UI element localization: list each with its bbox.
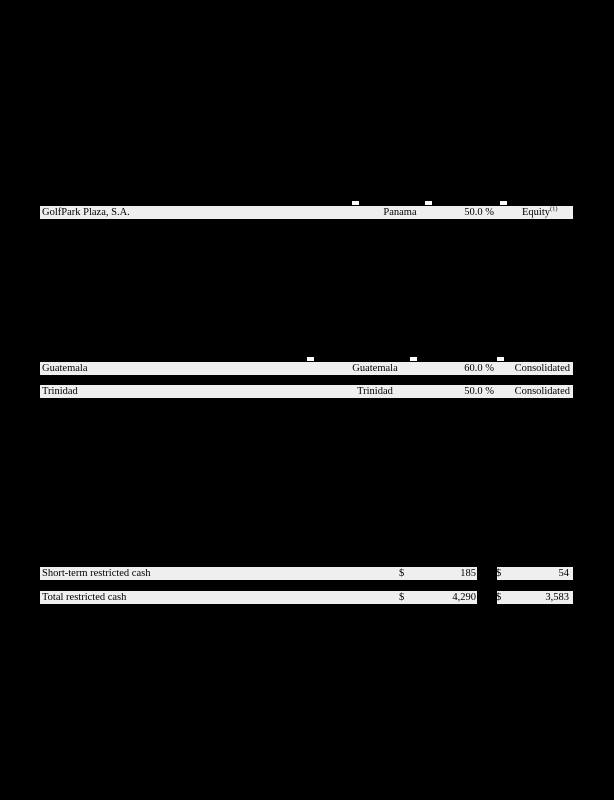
currency-symbol: $ [399,568,405,579]
method-cell [522,206,558,219]
current-year-value: 185 [460,568,476,579]
prior-year-value: 3,583 [545,592,569,603]
column-gap [477,591,497,604]
table-row [40,567,573,580]
column-marker [497,357,504,361]
method-text: Equity [522,207,550,218]
footnote-marker: (1) [550,205,558,213]
subsidiary-name: Guatemala [42,363,88,374]
subsidiary-name: Trinidad [42,386,78,397]
table-row [40,206,573,219]
ownership-cell: 50.0 % [464,207,494,218]
column-marker [307,357,314,361]
column-gap [477,567,497,580]
column-marker [425,201,432,205]
currency-symbol: $ [399,592,405,603]
currency-symbol: $ [496,568,502,579]
country-cell: Guatemala [352,363,398,374]
table-row [40,591,573,604]
country-cell: Panama [383,207,417,218]
column-marker [410,357,417,361]
line-item-label: Total restricted cash [42,592,127,603]
ownership-cell: 50.0 % [464,386,494,397]
column-marker [500,201,507,205]
ownership-cell: 60.0 % [464,363,494,374]
entity-name: GolfPark Plaza, S.A. [42,207,130,218]
prior-year-value: 54 [558,568,569,579]
table-row [40,362,573,375]
table-row [40,385,573,398]
currency-symbol: $ [496,592,502,603]
method-cell: Consolidated [514,386,570,397]
current-year-value: 4,290 [452,592,476,603]
method-cell: Consolidated [514,363,570,374]
line-item-label: Short-term restricted cash [42,568,151,579]
column-marker [352,201,359,205]
country-cell: Trinidad [357,386,393,397]
